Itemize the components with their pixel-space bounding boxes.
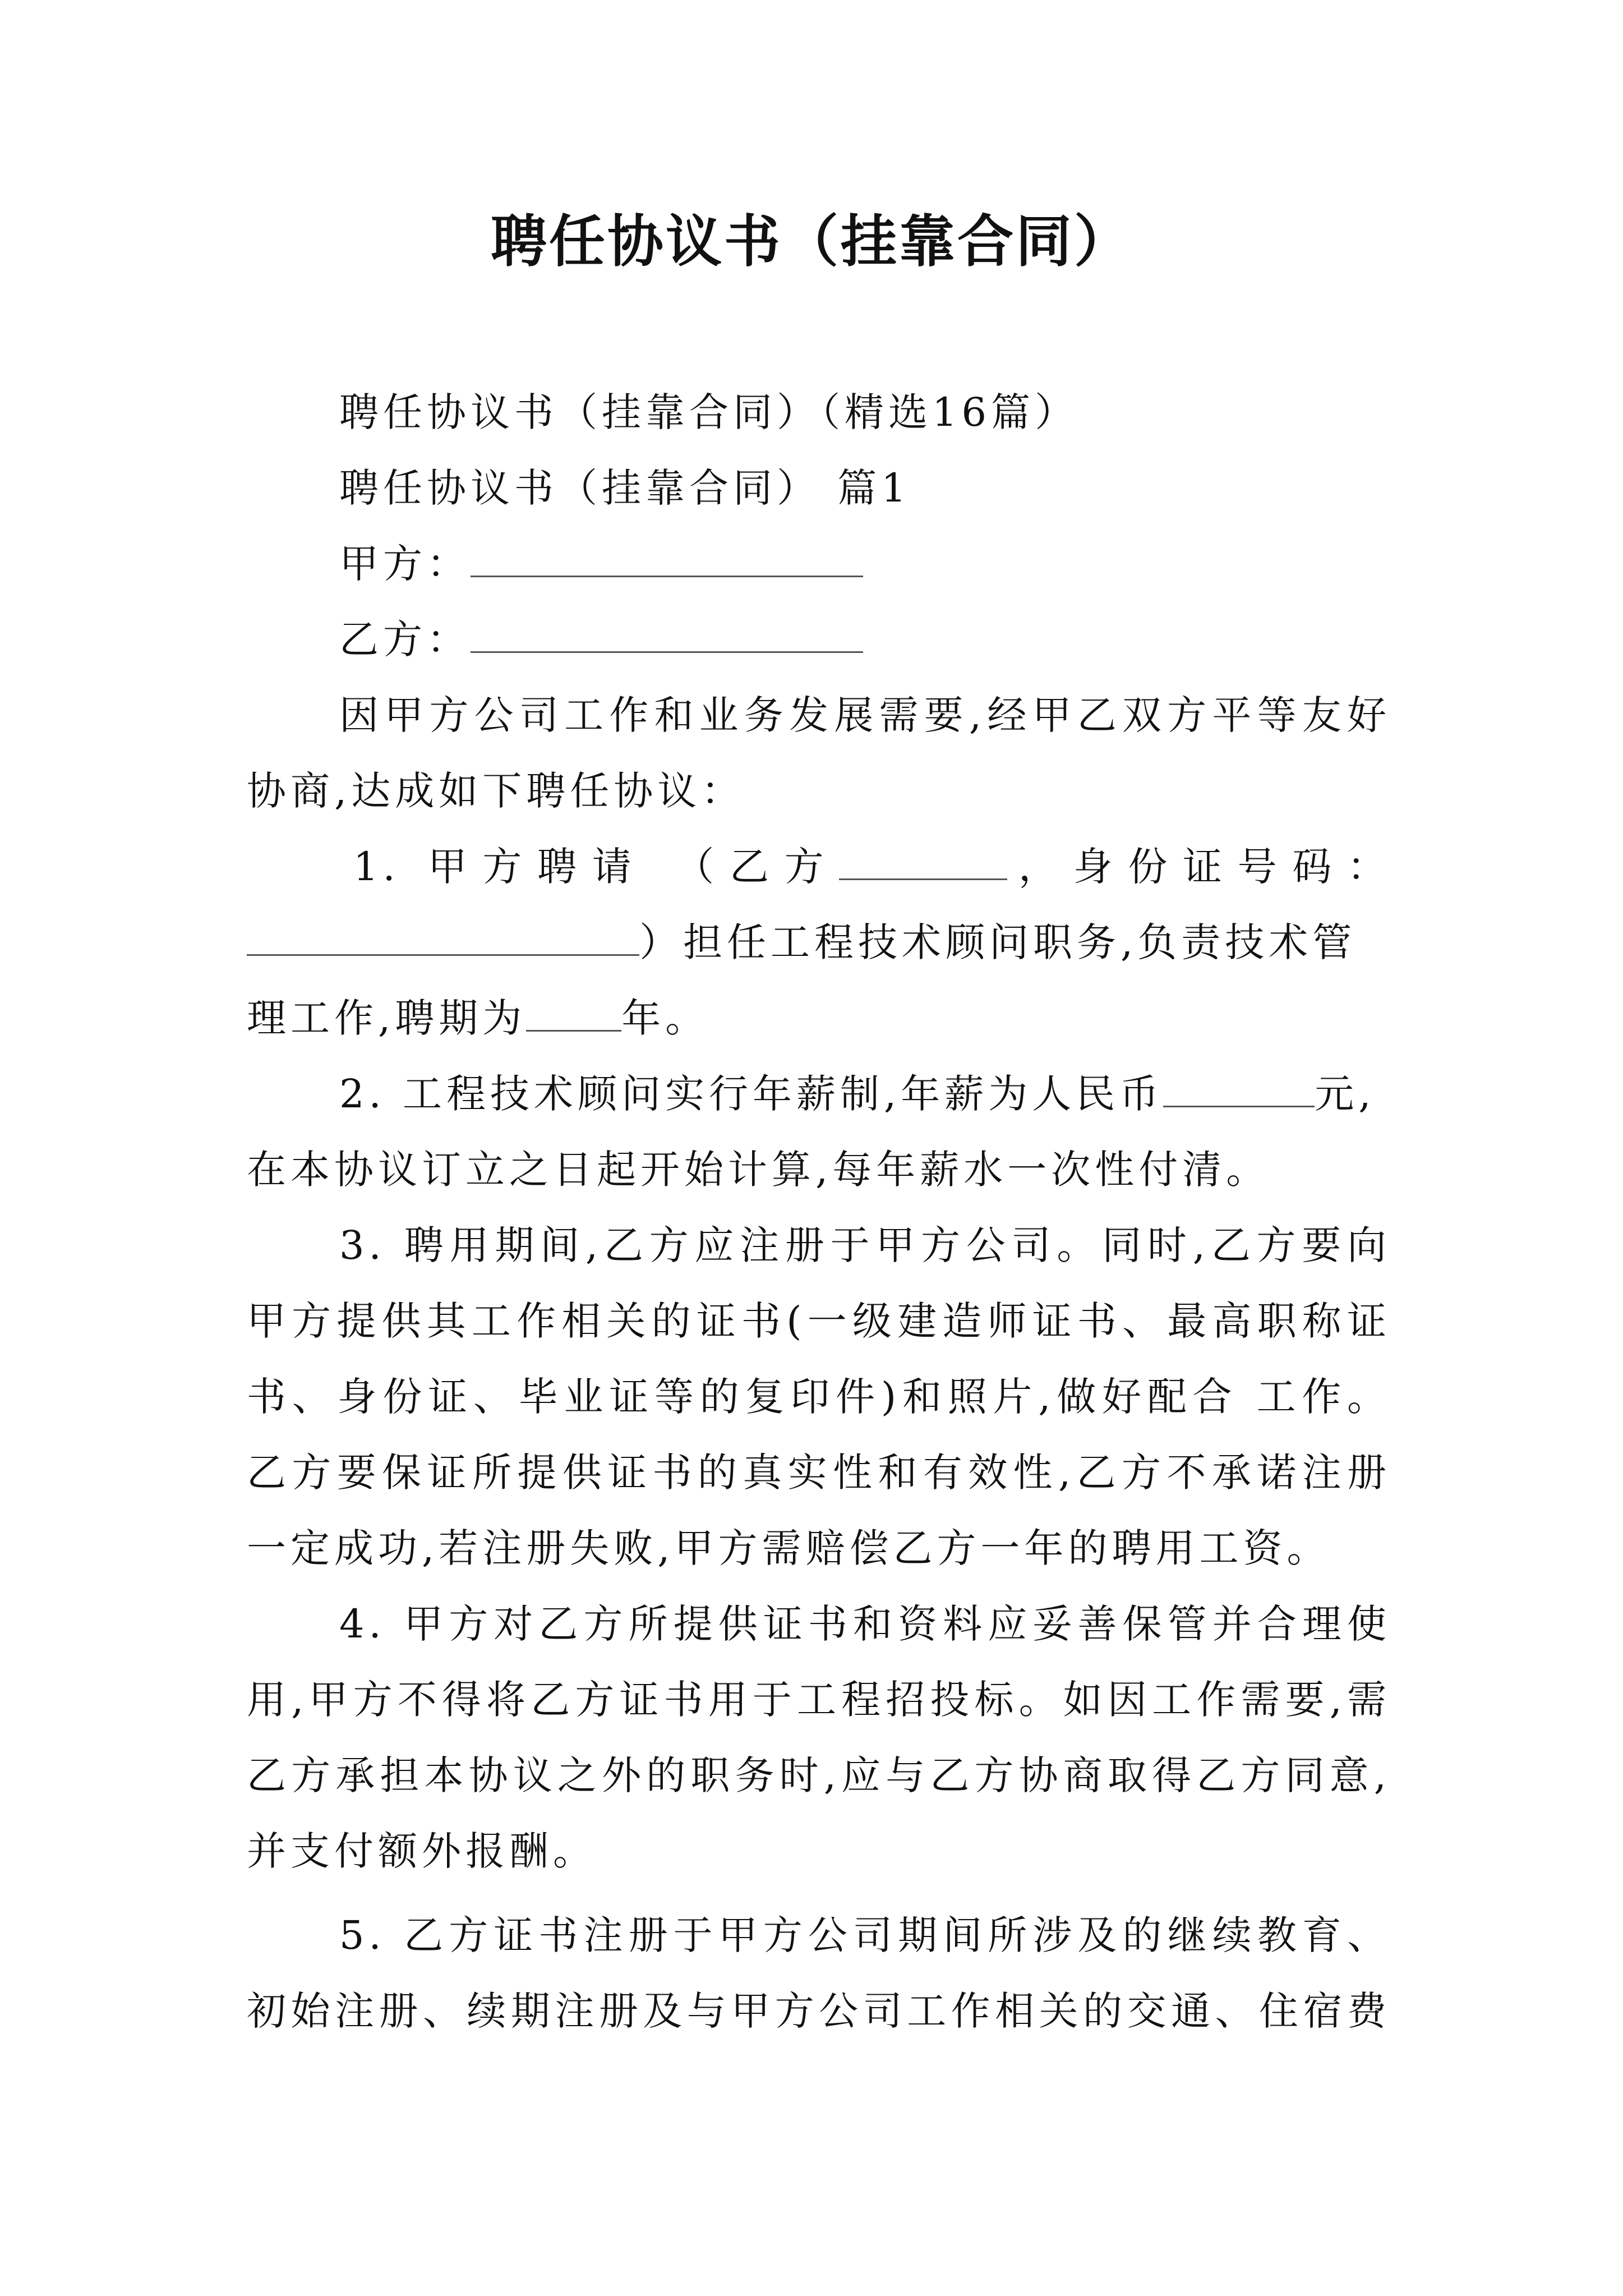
clause-1-text-b: ，身份证号码： [1007,844,1391,890]
party-b-blank [471,612,863,653]
party-b-label: 乙方： [339,616,471,662]
clause-2-line-2: 在本协议订立之日起开始计算,每年薪水一次性付清。 [247,1147,1270,1193]
party-a-blank [471,536,863,577]
clause-3-line-3: 书、身份证、毕业证等的复印件)和照片,做好配合 工作。 [247,1374,1391,1420]
clause-1-name-blank [839,839,1007,880]
clause-5-line-1: 5. 乙方证书注册于甲方公司期间所涉及的继续教育、 [339,1912,1391,1958]
clause-4-line-3: 乙方承担本协议之外的职务时,应与乙方协商取得乙方同意, [247,1752,1391,1798]
clause-1-line-2 [247,914,1391,970]
party-b-line [339,611,1391,668]
clause-1-text-a: 1. 甲方聘请 （乙方 [353,844,840,890]
clause-1-line-3 [247,990,1391,1046]
clause-2-text-b: 元, [1315,1071,1376,1117]
subtitle: 聘任协议书（挂靠合同）（精选16篇） [339,389,1079,435]
clause-4-line-2: 用,甲方不得将乙方证书用于工程招投标。如因工作需要,需 [247,1677,1391,1723]
clause-3-line-2: 甲方提供其工作相关的证书(一级建造师证书、最高职称证 [247,1298,1391,1344]
clause-1-id-blank [247,915,639,956]
clause-2-line-1 [339,1066,1391,1122]
clause-1-text-line2: ）担任工程技术顾问职务,负责技术管 [639,919,1357,965]
clause-4-line-4: 并支付额外报酬。 [247,1828,597,1874]
party-a-label: 甲方： [339,541,471,587]
clause-1-text-line3b: 年。 [621,995,709,1041]
party-a-line [339,536,1391,592]
clause-3-line-1: 3. 聘用期间,乙方应注册于甲方公司。同时,乙方要向 [339,1222,1391,1268]
clause-1-text-line3a: 理工作,聘期为 [247,995,527,1041]
clause-2-salary-blank [1163,1066,1315,1107]
clause-2-text-a: 2. 工程技术顾问实行年薪制,年薪为人民币 [339,1071,1164,1117]
clause-1-term-blank [526,991,621,1032]
intro-line-2: 协商,达成如下聘任协议： [247,768,745,814]
clause-5-line-2: 初始注册、续期注册及与甲方公司工作相关的交通、住宿费 [247,1988,1391,2034]
clause-3-line-5: 一定成功,若注册失败,甲方需赔偿乙方一年的聘用工资。 [247,1525,1331,1571]
clause-4-line-1: 4. 甲方对乙方所提供证书和资料应妥善保管并合理使 [339,1601,1391,1647]
clause-3-line-4: 乙方要保证所提供证书的真实性和有效性,乙方不承诺注册 [247,1450,1391,1496]
section-heading: 聘任协议书（挂靠合同） 篇1 [339,465,911,511]
clause-1-line-1 [353,839,1391,895]
document-title: 聘任协议书（挂靠合同） [491,208,1132,274]
intro-line-1: 因甲方公司工作和业务发展需要,经甲乙双方平等友好 [339,692,1391,738]
